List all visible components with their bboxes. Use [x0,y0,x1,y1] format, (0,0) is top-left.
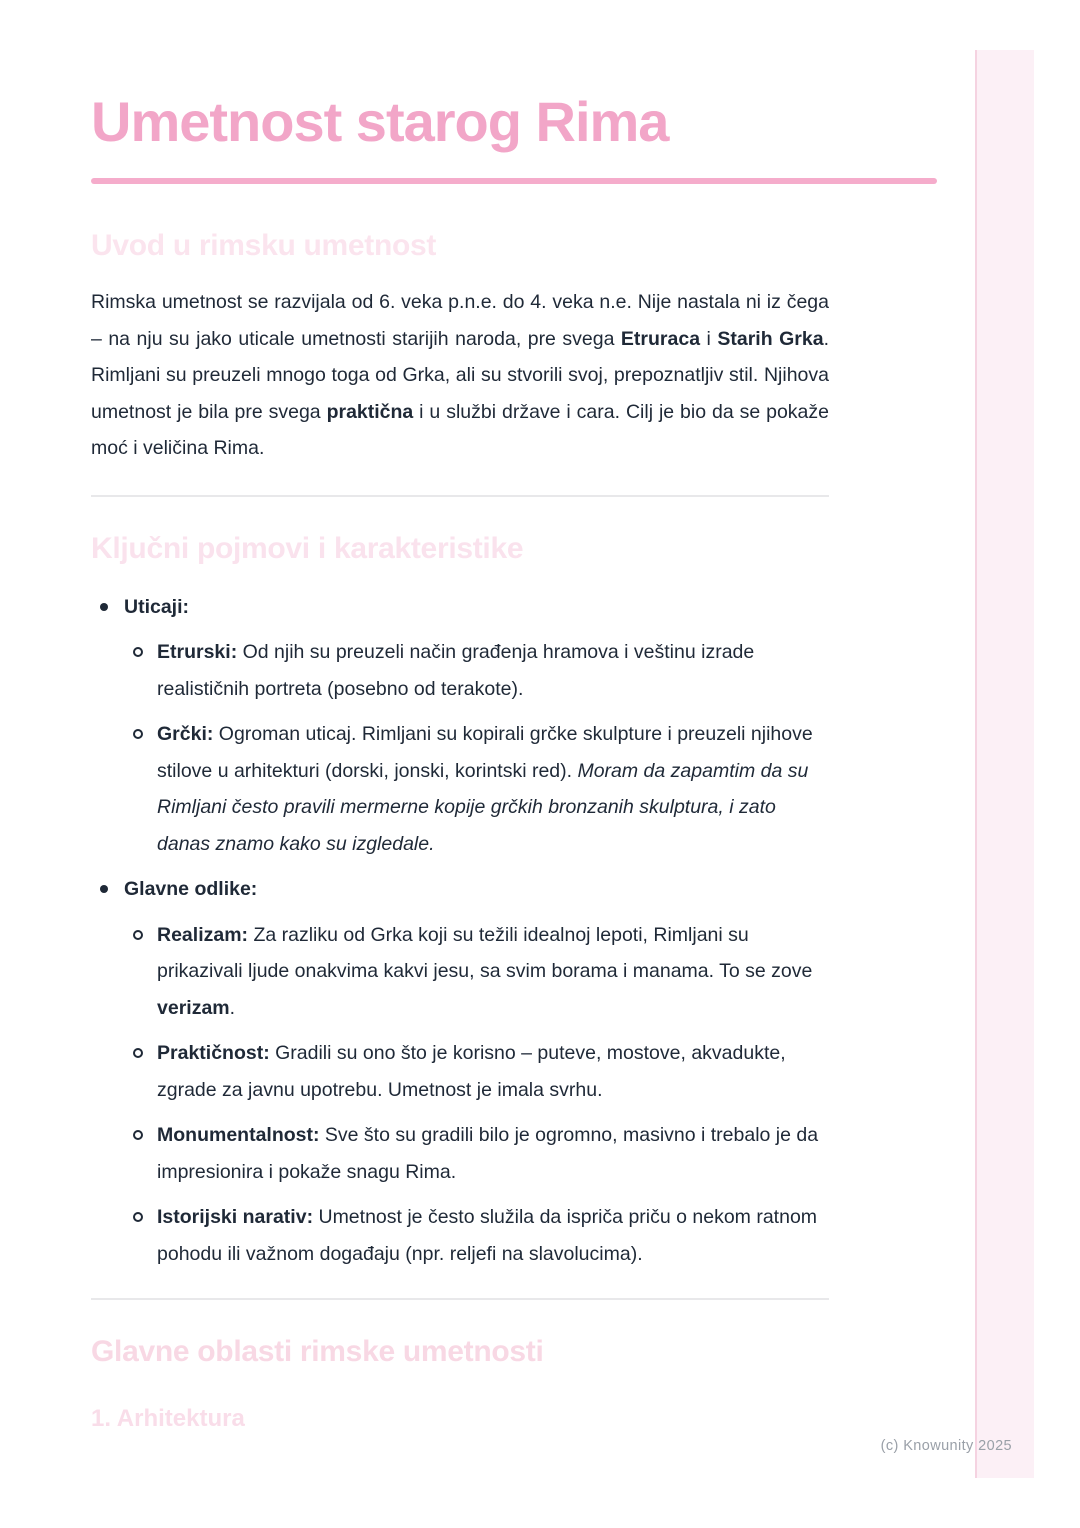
list-item-glavne-odlike [91,871,829,1272]
glavne-odlike-sub-list [124,917,829,1273]
bullet-circle-icon [133,1130,143,1140]
copyright-footer: (c) Knowunity 2025 [880,1438,1012,1454]
bullet-circle-icon [133,1212,143,1222]
list-item-grcki [124,716,829,862]
bullet-circle-icon [133,647,143,657]
section-divider-2 [91,1298,829,1300]
list-item-text: Monumentalnost: Sve što su gradili bilo je ogromno, masivno i trebalo je da impresionira i pokaže snagu Rima. [157,1124,819,1183]
bullet-disc-icon [100,603,108,611]
list-item-text: Istorijski narativ: Umetnost je često služila da ispriča priču o nekom ratnom pohodu ili važnom događaju (npr. reljefi na slavolucima). [157,1206,818,1265]
list-item-label: Glavne odlike: [124,878,258,900]
subsection-heading-arhitektura: 1. Arhitektura [91,1405,245,1432]
list-item-text: Grčki: Ogroman uticaj. Rimljani su kopirali grčke skulpture i preuzeli njihove stilove u arhitekturi (dorski, jonski, korintski red). Moram da zapamtim da su Rimljani često pravili mermerne kopije grčkih bronzanih skulptura, i zato danas znamo kako su izgledale. [157,723,813,855]
document-content [91,0,829,1434]
list-item-text: Realizam: Za razliku od Grka koji su težili idealnoj lepoti, Rimljani su prikazivali ljude onakvima kakvi jesu, sa svim borama i manama. To se zove verizam. [157,923,813,1019]
intro-paragraph: Rimska umetnost se razvijala od 6. veka p.n.e. do 4. veka n.e. Nije nastala ni iz čega – na nju su jako uticale umetnosti starijih naroda, pre svega Etruraca i Starih Grka. Rimljani su preuzeli mnogo toga od Grka, ali su stvorili svoj, prepoznatljiv stil. Njihova umetnost je bila pre svega praktična i u službi države i cara. Cilj je bio da se pokaže moć i veličina Rima. [91,291,829,459]
section-divider-1 [91,495,829,497]
section-heading-areas: Glavne oblasti rimske umetnosti [91,1335,544,1368]
list-item-text: Praktičnost: Gradili su ono što je korisno – puteve, mostove, akvadukte, zgrade za javnu upotrebu. Umetnost je imala svrhu. [157,1042,786,1101]
list-item-prakticnost [124,1035,829,1108]
list-item-monumentalnost [124,1117,829,1190]
list-item-uticaji [91,589,829,863]
bullet-circle-icon [133,729,143,739]
list-item-label: Uticaji: [124,595,190,618]
list-item-text: Etrurski: Od njih su preuzeli način građenja hramova i veštinu izrade realističnih portreta (posebno od terakote). [157,641,755,700]
bullet-disc-icon [100,885,108,893]
key-concepts-list [91,589,829,1273]
uticaji-sub-list [124,634,829,862]
page-edge-strip [975,50,1034,1478]
bullet-circle-icon [133,930,143,940]
list-item-realizam [124,917,829,1027]
title-underline [91,178,937,184]
list-item-etrurski [124,634,829,707]
page-title: Umetnost starog Rima [91,90,669,153]
list-item-istorijski-narativ [124,1199,829,1272]
bullet-circle-icon [133,1048,143,1058]
section-heading-key-concepts: Ključni pojmovi i karakteristike [91,531,524,565]
section-heading-intro: Uvod u rimsku umetnost [91,229,437,262]
